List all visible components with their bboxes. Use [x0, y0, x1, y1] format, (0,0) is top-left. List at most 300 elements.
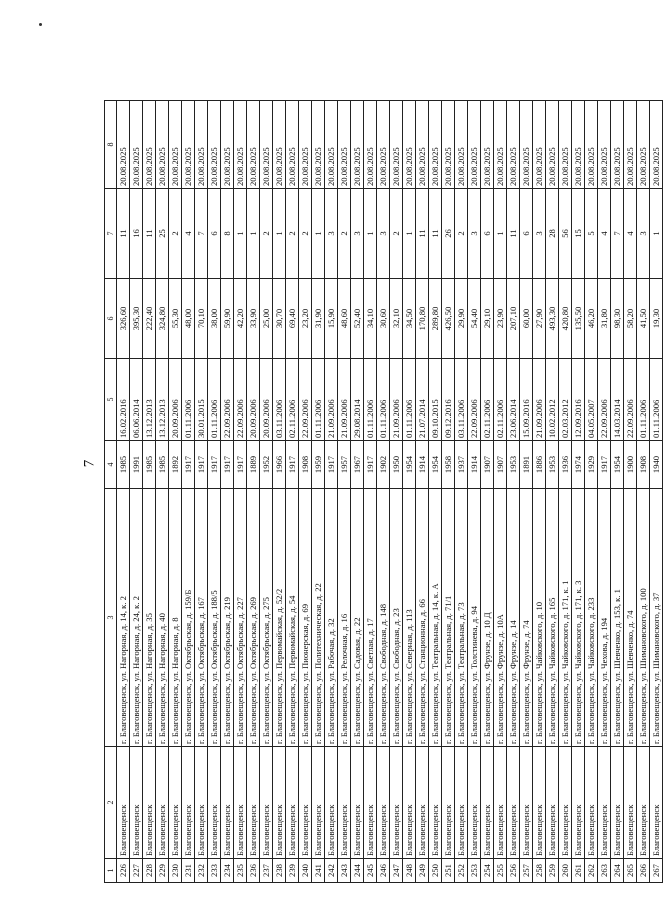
- area-cell: 60,00: [520, 279, 533, 359]
- count-cell: 11: [507, 189, 520, 279]
- address-cell: г. Благовещенск, ул. Октябрьская, д. 227: [234, 489, 247, 747]
- city-cell: Благовещенск: [195, 747, 208, 859]
- year-cell: 1907: [494, 441, 507, 489]
- year-cell: 1953: [507, 441, 520, 489]
- city-cell: Благовещенск: [208, 747, 221, 859]
- area-cell: 29,10: [481, 279, 494, 359]
- area-cell: 23,90: [494, 279, 507, 359]
- city-cell: Благовещенск: [247, 747, 260, 859]
- date-cell: 01.11.2006: [312, 359, 325, 441]
- area-cell: 15,90: [325, 279, 338, 359]
- row-number: 254: [481, 859, 494, 883]
- deadline-cell: 20.08.2025: [208, 101, 221, 189]
- area-cell: 326,60: [117, 279, 130, 359]
- city-cell: Благовещенск: [325, 747, 338, 859]
- area-cell: 170,80: [416, 279, 429, 359]
- year-cell: 1954: [611, 441, 624, 489]
- deadline-cell: 20.08.2025: [299, 101, 312, 189]
- city-cell: Благовещенск: [273, 747, 286, 859]
- address-cell: г. Благовещенск, ул. Фрунзе, д. 14: [507, 489, 520, 747]
- area-cell: 493,30: [546, 279, 559, 359]
- city-cell: Благовещенск: [390, 747, 403, 859]
- year-cell: 1952: [260, 441, 273, 489]
- year-cell: 1917: [598, 441, 611, 489]
- year-cell: 1908: [299, 441, 312, 489]
- table-row: [182, 101, 195, 883]
- table-row: [338, 101, 351, 883]
- count-cell: 2: [338, 189, 351, 279]
- address-cell: г. Благовещенск, ул. Шимановского, д. 37: [650, 489, 663, 747]
- deadline-cell: 20.08.2025: [312, 101, 325, 189]
- address-cell: г. Благовещенск, ул. Северная, д. 113: [403, 489, 416, 747]
- area-cell: 46,20: [585, 279, 598, 359]
- date-cell: 21.09.2006: [338, 359, 351, 441]
- year-cell: 1900: [624, 441, 637, 489]
- year-cell: 1957: [338, 441, 351, 489]
- year-cell: 1892: [169, 441, 182, 489]
- count-cell: 1: [364, 189, 377, 279]
- row-number: 260: [559, 859, 572, 883]
- deadline-cell: 20.08.2025: [442, 101, 455, 189]
- year-cell: 1917: [364, 441, 377, 489]
- area-cell: 426,50: [442, 279, 455, 359]
- count-cell: 16: [130, 189, 143, 279]
- scan-speck: [39, 23, 42, 26]
- count-cell: 6: [520, 189, 533, 279]
- deadline-cell: 20.08.2025: [520, 101, 533, 189]
- area-cell: 38,00: [208, 279, 221, 359]
- count-cell: 2: [299, 189, 312, 279]
- year-cell: 1954: [429, 441, 442, 489]
- deadline-cell: 20.08.2025: [247, 101, 260, 189]
- deadline-cell: 20.08.2025: [455, 101, 468, 189]
- table-row: [156, 101, 169, 883]
- address-cell: г. Благовещенск, ул. Театральная, д. 73: [455, 489, 468, 747]
- row-number: 258: [533, 859, 546, 883]
- count-cell: 7: [195, 189, 208, 279]
- date-cell: 03.11.2006: [273, 359, 286, 441]
- city-cell: Благовещенск: [520, 747, 533, 859]
- table-row: [572, 101, 585, 883]
- row-number: 237: [260, 859, 273, 883]
- count-cell: 5: [585, 189, 598, 279]
- address-cell: г. Благовещенск, ул. Свободная, д. 23: [390, 489, 403, 747]
- date-cell: 01.11.2006: [364, 359, 377, 441]
- address-cell: г. Благовещенск, ул. Свободная, д. 148: [377, 489, 390, 747]
- city-cell: Благовещенск: [299, 747, 312, 859]
- area-cell: 23,20: [299, 279, 312, 359]
- row-number: 235: [234, 859, 247, 883]
- year-cell: 1967: [351, 441, 364, 489]
- row-number: 255: [494, 859, 507, 883]
- area-cell: 54,40: [468, 279, 481, 359]
- count-cell: 11: [429, 189, 442, 279]
- date-cell: 20.09.2006: [247, 359, 260, 441]
- address-cell: г. Благовещенск, ул. Чайковского, д. 165: [546, 489, 559, 747]
- deadline-cell: 20.08.2025: [156, 101, 169, 189]
- row-number: 236: [247, 859, 260, 883]
- table-row: [520, 101, 533, 883]
- deadline-cell: 20.08.2025: [234, 101, 247, 189]
- deadline-cell: 20.08.2025: [507, 101, 520, 189]
- date-cell: 22.09.2006: [598, 359, 611, 441]
- row-number: 249: [416, 859, 429, 883]
- year-cell: 1936: [559, 441, 572, 489]
- address-cell: г. Благовещенск, ул. Фрунзе, д. 10 Д: [481, 489, 494, 747]
- row-number: 261: [572, 859, 585, 883]
- table-row: [390, 101, 403, 883]
- city-cell: Благовещенск: [481, 747, 494, 859]
- row-number: 246: [377, 859, 390, 883]
- count-cell: 2: [260, 189, 273, 279]
- row-number: 238: [273, 859, 286, 883]
- table-row: [442, 101, 455, 883]
- table-row: [624, 101, 637, 883]
- row-number: 240: [299, 859, 312, 883]
- city-cell: Благовещенск: [377, 747, 390, 859]
- date-cell: 06.06.2014: [130, 359, 143, 441]
- city-cell: Благовещенск: [364, 747, 377, 859]
- deadline-cell: 20.08.2025: [611, 101, 624, 189]
- deadline-cell: 20.08.2025: [572, 101, 585, 189]
- count-cell: 1: [234, 189, 247, 279]
- date-cell: 04.05.2007: [585, 359, 598, 441]
- city-cell: Благовещенск: [182, 747, 195, 859]
- count-cell: 7: [611, 189, 624, 279]
- year-cell: 1907: [481, 441, 494, 489]
- deadline-cell: 20.08.2025: [377, 101, 390, 189]
- date-cell: 21.07.2014: [416, 359, 429, 441]
- area-cell: 29,90: [455, 279, 468, 359]
- date-cell: 01.11.2006: [403, 359, 416, 441]
- row-number: 264: [611, 859, 624, 883]
- count-cell: 1: [273, 189, 286, 279]
- deadline-cell: 20.08.2025: [481, 101, 494, 189]
- column-number-row: [105, 101, 117, 883]
- year-cell: 1917: [234, 441, 247, 489]
- table-row: [117, 101, 130, 883]
- date-cell: 20.09.2006: [169, 359, 182, 441]
- deadline-cell: 20.08.2025: [143, 101, 156, 189]
- table-row: [585, 101, 598, 883]
- city-cell: Благовещенск: [429, 747, 442, 859]
- address-cell: г. Благовещенск, ул. Светлая, д. 17: [364, 489, 377, 747]
- count-cell: 25: [156, 189, 169, 279]
- area-cell: 207,10: [507, 279, 520, 359]
- area-cell: 52,40: [351, 279, 364, 359]
- city-cell: Благовещенск: [403, 747, 416, 859]
- address-cell: г. Благовещенск, ул. Нагорная, д. 14, к. 2: [117, 489, 130, 747]
- city-cell: Благовещенск: [130, 747, 143, 859]
- count-cell: 4: [182, 189, 195, 279]
- address-cell: г. Благовещенск, ул. Нагорная, д. 35: [143, 489, 156, 747]
- column-header: 5: [105, 359, 117, 441]
- deadline-cell: 20.08.2025: [637, 101, 650, 189]
- page-number: 7: [81, 459, 98, 468]
- year-cell: 1974: [572, 441, 585, 489]
- address-cell: г. Благовещенск, ул. Шевченко, д. 153, к. 1: [611, 489, 624, 747]
- row-number: 257: [520, 859, 533, 883]
- row-number: 252: [455, 859, 468, 883]
- table-row: [208, 101, 221, 883]
- city-cell: Благовещенск: [455, 747, 468, 859]
- column-header: 6: [105, 279, 117, 359]
- count-cell: 3: [325, 189, 338, 279]
- city-cell: Благовещенск: [559, 747, 572, 859]
- count-cell: 11: [143, 189, 156, 279]
- count-cell: 4: [598, 189, 611, 279]
- city-cell: Благовещенск: [234, 747, 247, 859]
- deadline-cell: 20.08.2025: [546, 101, 559, 189]
- city-cell: Благовещенск: [468, 747, 481, 859]
- table-row: [351, 101, 364, 883]
- deadline-cell: 20.08.2025: [624, 101, 637, 189]
- year-cell: 1937: [455, 441, 468, 489]
- address-cell: г. Благовещенск, ул. Чайковского, д. 10: [533, 489, 546, 747]
- deadline-cell: 20.08.2025: [182, 101, 195, 189]
- date-cell: 02.11.2006: [494, 359, 507, 441]
- area-cell: 30,60: [377, 279, 390, 359]
- city-cell: Благовещенск: [650, 747, 663, 859]
- row-number: 256: [507, 859, 520, 883]
- area-cell: 48,60: [338, 279, 351, 359]
- address-cell: г. Благовещенск, ул. Театральная, д. 14, к. А: [429, 489, 442, 747]
- area-cell: 19,30: [650, 279, 663, 359]
- table-row: [299, 101, 312, 883]
- area-cell: 25,00: [260, 279, 273, 359]
- table-row: [286, 101, 299, 883]
- city-cell: Благовещенск: [611, 747, 624, 859]
- address-cell: г. Благовещенск, ул. Театральная, д. 71/1: [442, 489, 455, 747]
- area-cell: 70,10: [195, 279, 208, 359]
- deadline-cell: 20.08.2025: [260, 101, 273, 189]
- city-cell: Благовещенск: [143, 747, 156, 859]
- date-cell: 01.11.2006: [208, 359, 221, 441]
- count-cell: 2: [455, 189, 468, 279]
- count-cell: 3: [351, 189, 364, 279]
- area-cell: 32,10: [390, 279, 403, 359]
- area-cell: 30,70: [273, 279, 286, 359]
- city-cell: Благовещенск: [598, 747, 611, 859]
- year-cell: 1891: [520, 441, 533, 489]
- date-cell: 09.10.2015: [429, 359, 442, 441]
- deadline-cell: 20.08.2025: [169, 101, 182, 189]
- address-cell: г. Благовещенск, ул. Толстинева, д. 94: [468, 489, 481, 747]
- row-number: 227: [130, 859, 143, 883]
- row-number: 266: [637, 859, 650, 883]
- date-cell: 01.11.2006: [637, 359, 650, 441]
- address-cell: г. Благовещенск, ул. Фрунзе, д. 74: [520, 489, 533, 747]
- city-cell: Благовещенск: [442, 747, 455, 859]
- column-header: 4: [105, 441, 117, 489]
- date-cell: 12.09.2016: [572, 359, 585, 441]
- deadline-cell: 20.08.2025: [468, 101, 481, 189]
- date-cell: 22.09.2006: [299, 359, 312, 441]
- year-cell: 1917: [208, 441, 221, 489]
- date-cell: 10.02.2012: [546, 359, 559, 441]
- column-header: 7: [105, 189, 117, 279]
- row-number: 233: [208, 859, 221, 883]
- address-cell: г. Благовещенск, ул. Шевченко, д. 74: [624, 489, 637, 747]
- address-cell: г. Благовещенск, ул. Релочная, д. 16: [338, 489, 351, 747]
- count-cell: 1: [650, 189, 663, 279]
- area-cell: 31,90: [312, 279, 325, 359]
- register-table-rotated: [104, 101, 661, 883]
- count-cell: 3: [468, 189, 481, 279]
- address-cell: г. Благовещенск, ул. Чайковского, д. 171, к. 1: [559, 489, 572, 747]
- area-cell: 395,30: [130, 279, 143, 359]
- address-cell: г. Благовещенск, ул. Шимановского, д. 100: [637, 489, 650, 747]
- city-cell: Благовещенск: [637, 747, 650, 859]
- city-cell: Благовещенск: [546, 747, 559, 859]
- deadline-cell: 20.08.2025: [403, 101, 416, 189]
- city-cell: Благовещенск: [338, 747, 351, 859]
- address-cell: г. Благовещенск, ул. Октябрьская, д. 219: [221, 489, 234, 747]
- address-cell: г. Благовещенск, ул. Нагорная, д. 24, к. 2: [130, 489, 143, 747]
- area-cell: 135,50: [572, 279, 585, 359]
- deadline-cell: 20.08.2025: [494, 101, 507, 189]
- year-cell: 1886: [533, 441, 546, 489]
- count-cell: 3: [377, 189, 390, 279]
- table-row: [416, 101, 429, 883]
- address-cell: г. Благовещенск, ул. Пионерская, д. 69: [299, 489, 312, 747]
- row-number: 244: [351, 859, 364, 883]
- count-cell: 1: [247, 189, 260, 279]
- address-cell: г. Благовещенск, ул. Октябрьская, д. 167: [195, 489, 208, 747]
- city-cell: Благовещенск: [533, 747, 546, 859]
- area-cell: 33,90: [247, 279, 260, 359]
- table-row: [637, 101, 650, 883]
- address-cell: г. Благовещенск, ул. Садовая, д. 22: [351, 489, 364, 747]
- row-number: 267: [650, 859, 663, 883]
- address-cell: г. Благовещенск, ул. Чайковского, д. 171, к. 3: [572, 489, 585, 747]
- address-cell: г. Благовещенск, ул. Нагорная, д. 40: [156, 489, 169, 747]
- count-cell: 2: [169, 189, 182, 279]
- date-cell: 20.09.2006: [260, 359, 273, 441]
- register-table: [104, 100, 663, 883]
- date-cell: 30.01.2015: [195, 359, 208, 441]
- date-cell: 29.08.2014: [351, 359, 364, 441]
- deadline-cell: 20.08.2025: [351, 101, 364, 189]
- row-number: 234: [221, 859, 234, 883]
- area-cell: 69,40: [286, 279, 299, 359]
- city-cell: Благовещенск: [221, 747, 234, 859]
- deadline-cell: 20.08.2025: [598, 101, 611, 189]
- year-cell: 1914: [416, 441, 429, 489]
- deadline-cell: 20.08.2025: [559, 101, 572, 189]
- row-number: 262: [585, 859, 598, 883]
- date-cell: 21.09.2006: [533, 359, 546, 441]
- row-number: 231: [182, 859, 195, 883]
- year-cell: 1958: [442, 441, 455, 489]
- table-row: [429, 101, 442, 883]
- deadline-cell: 20.08.2025: [390, 101, 403, 189]
- date-cell: 01.11.2006: [377, 359, 390, 441]
- table-row: [546, 101, 559, 883]
- table-row: [468, 101, 481, 883]
- count-cell: 1: [494, 189, 507, 279]
- date-cell: 22.09.2006: [624, 359, 637, 441]
- city-cell: Благовещенск: [169, 747, 182, 859]
- count-cell: 4: [624, 189, 637, 279]
- date-cell: 21.09.2006: [325, 359, 338, 441]
- row-number: 228: [143, 859, 156, 883]
- address-cell: г. Благовещенск, ул. Октябрьская, д. 188/5: [208, 489, 221, 747]
- year-cell: 1917: [182, 441, 195, 489]
- area-cell: 55,30: [169, 279, 182, 359]
- table-row: [195, 101, 208, 883]
- address-cell: г. Благовещенск, ул. Чайковского, д. 233: [585, 489, 598, 747]
- year-cell: 1966: [273, 441, 286, 489]
- area-cell: 58,20: [624, 279, 637, 359]
- year-cell: 1985: [156, 441, 169, 489]
- year-cell: 1914: [468, 441, 481, 489]
- address-cell: г. Благовещенск, ул. Первомайская, д. 54: [286, 489, 299, 747]
- year-cell: 1959: [312, 441, 325, 489]
- table-row: [143, 101, 156, 883]
- area-cell: 289,80: [429, 279, 442, 359]
- deadline-cell: 20.08.2025: [195, 101, 208, 189]
- row-number: 253: [468, 859, 481, 883]
- address-cell: г. Благовещенск, ул. Нагорная, д. 8: [169, 489, 182, 747]
- table-row: [481, 101, 494, 883]
- row-number: 259: [546, 859, 559, 883]
- year-cell: 1917: [325, 441, 338, 489]
- date-cell: 02.03.2012: [559, 359, 572, 441]
- row-number: 247: [390, 859, 403, 883]
- city-cell: Благовещенск: [117, 747, 130, 859]
- date-cell: 02.11.2006: [481, 359, 494, 441]
- area-cell: 34,50: [403, 279, 416, 359]
- count-cell: 15: [572, 189, 585, 279]
- count-cell: 1: [312, 189, 325, 279]
- table-row: [130, 101, 143, 883]
- address-cell: г. Благовещенск, ул. Первомайская, д. 52/2: [273, 489, 286, 747]
- city-cell: Благовещенск: [351, 747, 364, 859]
- area-cell: 31,80: [598, 279, 611, 359]
- count-cell: 6: [208, 189, 221, 279]
- date-cell: 14.03.2014: [611, 359, 624, 441]
- table-row: [169, 101, 182, 883]
- count-cell: 28: [546, 189, 559, 279]
- area-cell: 34,10: [364, 279, 377, 359]
- date-cell: 15.09.2016: [520, 359, 533, 441]
- area-cell: 98,30: [611, 279, 624, 359]
- table-row: [364, 101, 377, 883]
- row-number: 250: [429, 859, 442, 883]
- year-cell: 1917: [195, 441, 208, 489]
- address-cell: г. Благовещенск, ул. Чехова, д. 194: [598, 489, 611, 747]
- year-cell: 1917: [221, 441, 234, 489]
- city-cell: Благовещенск: [572, 747, 585, 859]
- area-cell: 420,80: [559, 279, 572, 359]
- address-cell: г. Благовещенск, ул. Октябрьская, д. 269: [247, 489, 260, 747]
- table-row: [234, 101, 247, 883]
- date-cell: 21.09.2006: [390, 359, 403, 441]
- date-cell: 22.09.2006: [234, 359, 247, 441]
- deadline-cell: 20.08.2025: [429, 101, 442, 189]
- area-cell: 42,20: [234, 279, 247, 359]
- address-cell: г. Благовещенск, ул. Политехническая, д. 22: [312, 489, 325, 747]
- year-cell: 1889: [247, 441, 260, 489]
- table-row: [221, 101, 234, 883]
- table-row: [403, 101, 416, 883]
- date-cell: 03.11.2006: [455, 359, 468, 441]
- year-cell: 1940: [650, 441, 663, 489]
- year-cell: 1953: [546, 441, 559, 489]
- address-cell: г. Благовещенск, ул. Фрунзе, д. 10А: [494, 489, 507, 747]
- area-cell: 48,00: [182, 279, 195, 359]
